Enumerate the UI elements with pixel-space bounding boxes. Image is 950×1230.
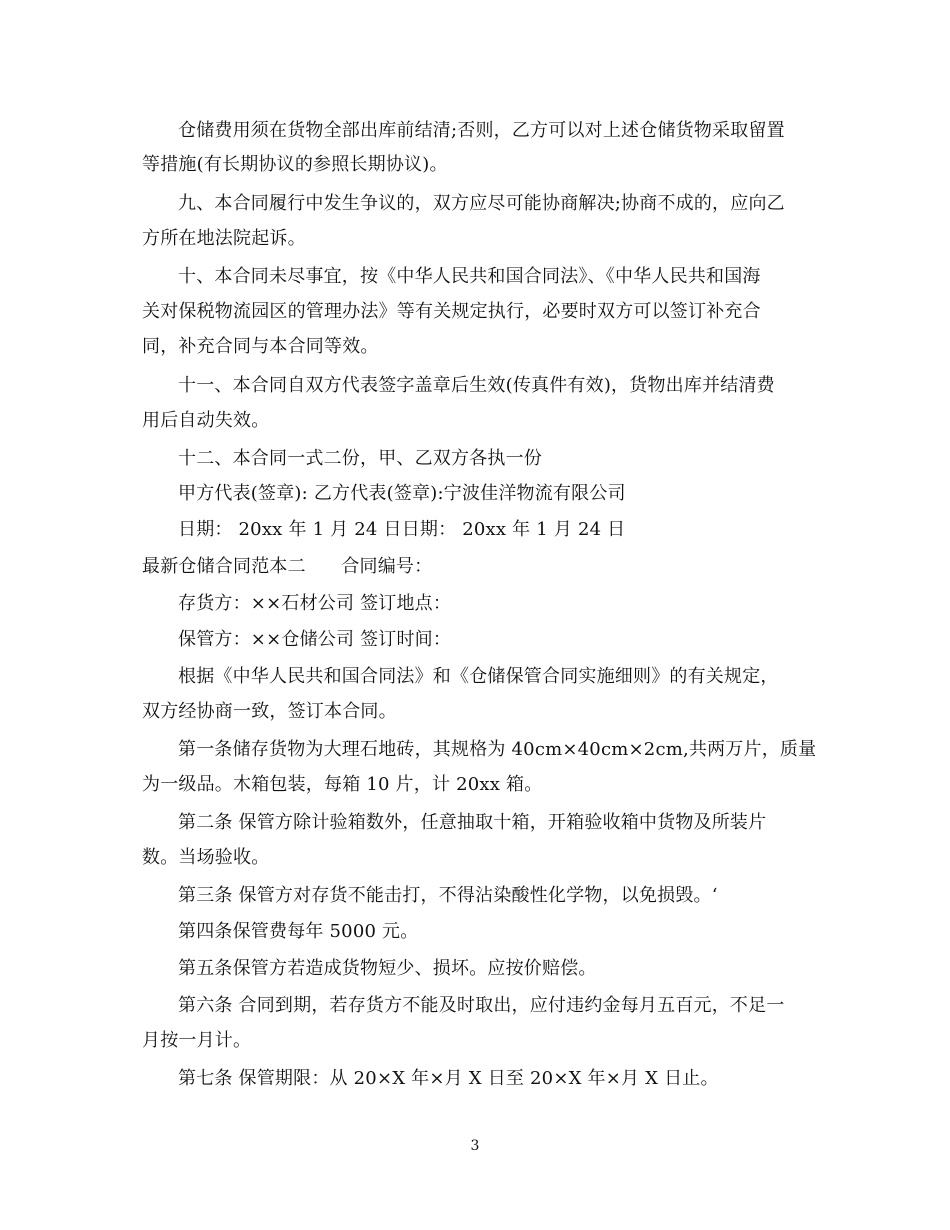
- section-heading: 最新仓储合同范本二 合同编号：: [142, 556, 433, 577]
- signature-line: 甲方代表(签章): 乙方代表(签章):宁波佳洋物流有限公司: [178, 483, 626, 504]
- paragraph-line: 用后自动失效。: [142, 410, 270, 431]
- clause-line: 第五条保管方若造成货物短少、损坏。应按价赔偿。: [178, 958, 597, 979]
- date-line: 日期： 20xx 年 1 月 24 日日期： 20xx 年 1 月 24 日: [178, 519, 626, 540]
- paragraph-line: 十二、本合同一式二份，甲、乙双方各执一份: [178, 448, 542, 469]
- clause-line: 数。当场验收。: [142, 847, 270, 868]
- clause-line: 第二条 保管方除计验箱数外，任意抽取十箱，开箱验收箱中货物及所装片: [178, 812, 767, 833]
- paragraph-line: 双方经协商一致，签订本合同。: [142, 701, 397, 722]
- clause-line: 月按一月计。: [142, 1030, 252, 1051]
- clause-line: 第七条 保管期限：从 20×X 年×月 X 日至 20×X 年×月 X 日止。: [178, 1068, 719, 1089]
- clause-line: 为一级品。木箱包装，每箱 10 片，计 20xx 箱。: [142, 774, 543, 795]
- party-line: 保管方：××仓储公司 签订时间：: [178, 629, 452, 650]
- paragraph-line: 九、本合同履行中发生争议的，双方应尽可能协商解决;协商不成的，应向乙: [178, 193, 785, 214]
- paragraph-line: 十一、本合同自双方代表签字盖章后生效(传真件有效)，货物出库并结清费: [178, 375, 775, 396]
- clause-line: 第三条 保管方对存货不能击打，不得沾染酸性化学物，以免损毁。‘: [178, 885, 718, 906]
- paragraph-line: 仓储费用须在货物全部出库前结清;否则，乙方可以对上述仓储货物采取留置: [178, 120, 785, 141]
- paragraph-line: 等措施(有长期协议的参照长期协议)。: [142, 154, 448, 175]
- paragraph-line: 方所在地法院起诉。: [142, 228, 306, 249]
- party-line: 存货方：××石材公司 签订地点：: [178, 593, 452, 614]
- paragraph-line: 关对保税物流园区的管理办法》等有关规定执行，必要时双方可以签订补充合: [142, 301, 761, 322]
- paragraph-line: 同，补充合同与本合同等效。: [142, 336, 379, 357]
- clause-line: 第六条 合同到期，若存货方不能及时取出，应付违约金每月五百元，不足一: [178, 995, 785, 1016]
- paragraph-line: 十、本合同未尽事宜，按《中华人民共和国合同法》、《中华人民共和国海: [178, 266, 761, 287]
- page-number: 3: [470, 1138, 480, 1154]
- paragraph-line: 根据《中华人民共和国合同法》和《仓储保管合同实施细则》的有关规定，: [178, 666, 779, 687]
- clause-line: 第一条储存货物为大理石地砖，其规格为 40cm×40cm×2cm,共两万片，质量: [178, 739, 817, 760]
- clause-line: 第四条保管费每年 5000 元。: [178, 921, 419, 942]
